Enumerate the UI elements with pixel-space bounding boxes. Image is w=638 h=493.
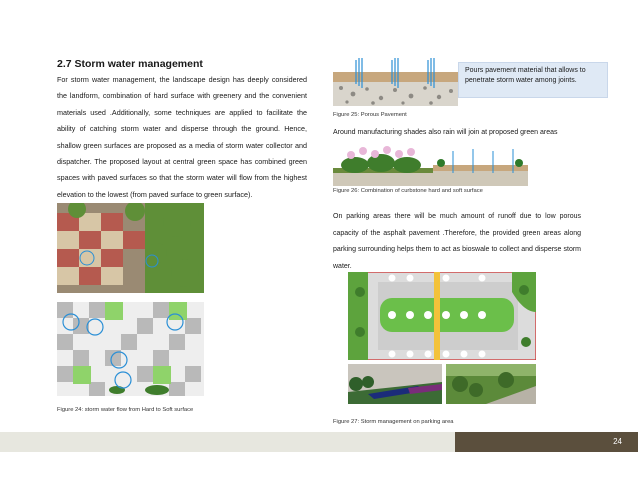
footer-band: [0, 432, 455, 452]
figure-24-caption: Figure 24: storm water flow from Hard to Soft surface: [57, 407, 194, 413]
bioswale-section-photo: [348, 364, 442, 404]
figure-27-caption: Figure 27: Storm management on parking area: [333, 419, 454, 425]
figure-25-caption: Figure 25: Porous Pavement: [333, 112, 407, 118]
footer-page-block: [455, 432, 638, 452]
aerial-site-photo: [57, 203, 204, 293]
figure-26-intro: Around manufacturing shades also rain will join at proposed green areas: [333, 129, 558, 136]
parking-paragraph: On parking areas there will be much amount of runoff due to low porous capacity of the asphalt pavement .Therefore, the provided green areas along parking surrounding helps them to act as bioswale to collect and disperse storm water.: [333, 213, 581, 270]
storm-flow-plan: [57, 302, 204, 396]
section-heading: 2.7 Storm water management: [57, 58, 203, 70]
page-number: 24: [613, 437, 622, 446]
section-paragraph: For storm water management, the landscape design has deeply considered the landform, combination of hard surface with greenery and the convenient materials used .Additionally, some techniques are applied to facilitate the ability of catching storm water and disperse through the ground. Hence, shallow green surfaces are proposed as a media of storm water collector and dispatcher. The proposed layout at central green space has combined green spaces with paved surfaces so that the storm water will flow from the highest elevation to the lowest (from paved surface to green surface).: [57, 75, 307, 199]
porous-pavement-callout: Pours pavement material that allows to penetrate storm water among joints.: [458, 62, 608, 98]
curbstone-soft-surface-figure: [333, 143, 528, 186]
parking-plan-figure: [348, 272, 536, 360]
bioswale-photo: [446, 364, 536, 404]
porous-pavement-figure: [333, 58, 458, 106]
figure-26-caption: Figure 26: Combination of curbstone hard and soft surface: [333, 188, 483, 194]
